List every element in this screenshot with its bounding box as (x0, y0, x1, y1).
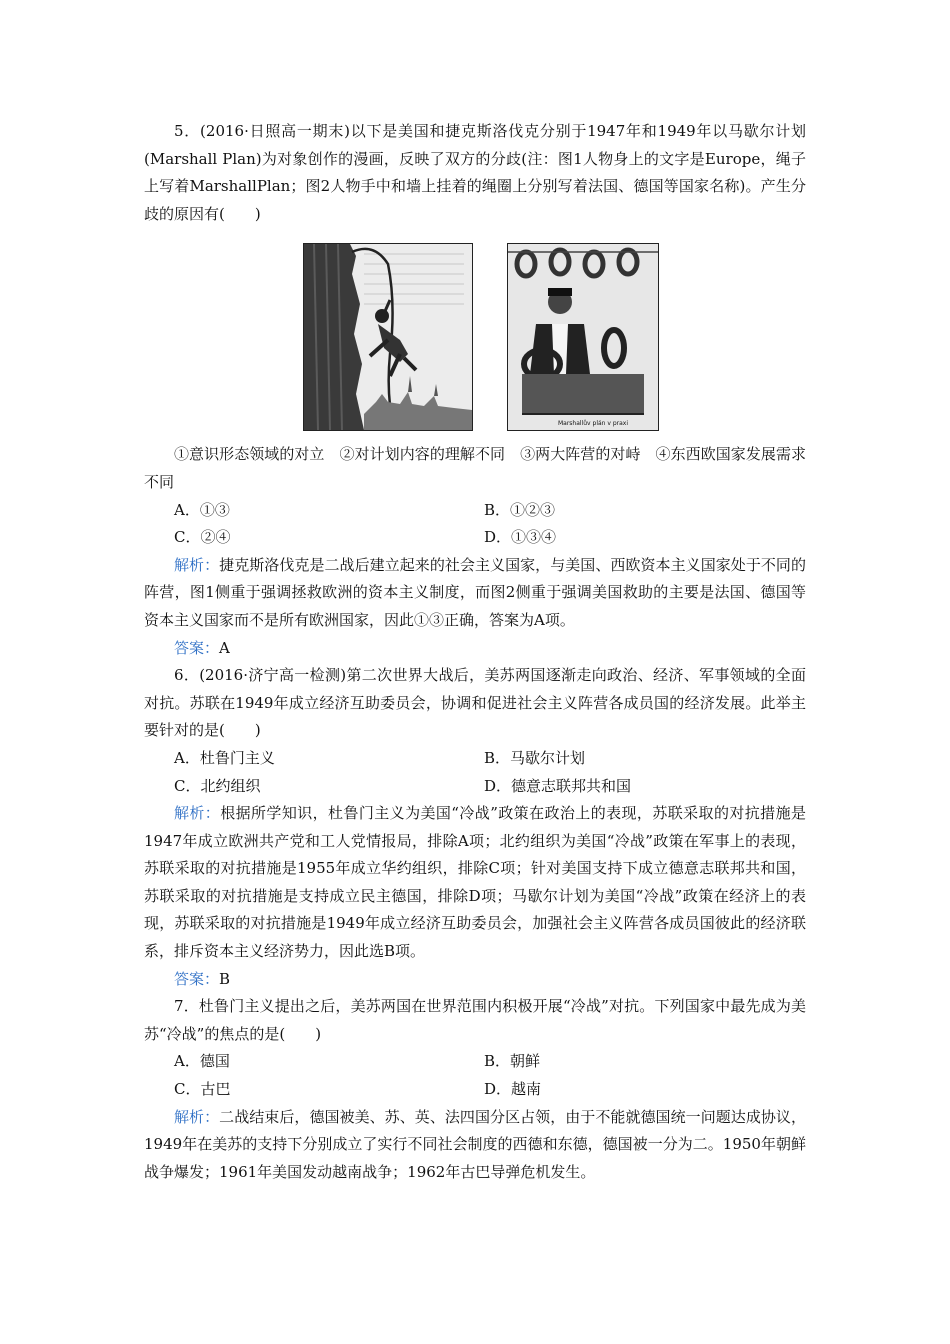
q7-option-d: D．越南 (484, 1080, 542, 1099)
q6-option-b: B．马歇尔计划 (484, 748, 586, 767)
document-body (144, 118, 806, 1186)
q7-stem: 7．杜鲁门主义提出之后，美苏两国在世界范围内积极开展“冷战”对抗。下列国家中最先成为美苏“冷战”的焦点的是( ) (144, 997, 806, 1043)
q6-answer (144, 966, 806, 994)
q5-analysis-text: 捷克斯洛伐克是二战后建立起来的社会主义国家，与美国、西欧资本主义国家处于不同的阵营，图1侧重于强调拯救欧洲的资本主义制度，而图2侧重于强调美国救助的主要是法国、德国等资本主义国家而不是所有欧洲国家，因此①③正确，答案为A项。 (144, 555, 806, 629)
q6-option-a: A．杜鲁门主义 (174, 748, 275, 767)
q7-option-b: B．朝鲜 (484, 1052, 541, 1071)
q5-cartoons (156, 243, 806, 431)
q5-analysis-label: 解析： (174, 555, 220, 574)
q5-option-c: C．②④ (174, 528, 231, 547)
cartoon-2-image (507, 243, 659, 431)
q5-stem: 5．(2016·日照高一期末)以下是美国和捷克斯洛伐克分别于1947年和1949年以马歇尔计划(Marshall Plan)为对象创作的漫画，反映了双方的分歧(注：图1人物身上的文字是Europe，绳子上写着MarshallPlan；图2人物手中和墙上挂着的绳圈上分别写着法国、德国等国家名称)。产生分歧的原因有( ) (144, 122, 806, 223)
q7-option-a: A．德国 (174, 1052, 230, 1071)
q6-answer-value: B (219, 969, 231, 988)
q7-option-c: C．古巴 (174, 1080, 231, 1099)
q6-analysis (144, 800, 806, 966)
q6-options-row-2 (144, 773, 806, 801)
q7-analysis-label: 解析： (174, 1107, 220, 1126)
q7-analysis-text: 二战结束后，德国被美、苏、英、法四国分区占领，由于不能就德国统一问题达成协议，1949年在美苏的支持下分别成立了实行不同社会制度的西德和东德，德国被一分为二。1950年朝鲜战争爆发；1961年美国发动越南战争；1962年古巴导弹危机发生。 (144, 1107, 806, 1181)
q5-option-d: D．①③④ (484, 528, 557, 547)
q6-stem: 6．(2016·济宁高一检测)第二次世界大战后，美苏两国逐渐走向政治、经济、军事领域的全面对抗。苏联在1949年成立经济互助委员会，协调和促进社会主义阵营各成员国的经济发展。此举主要针对的是( ) (144, 666, 806, 740)
q7-analysis (144, 1104, 806, 1187)
q5-option-b: B．①②③ (484, 500, 556, 519)
q5-answer-label: 答案： (174, 638, 220, 657)
q6-option-d: D．德意志联邦共和国 (484, 776, 632, 795)
q6-analysis-label: 解析： (174, 804, 221, 823)
q7-options-row-2 (144, 1076, 806, 1104)
q5-options-row-2 (144, 524, 806, 552)
q7-options-row-1 (144, 1048, 806, 1076)
q5-answer-value: A (219, 638, 230, 657)
q5-options-row-1 (144, 497, 806, 525)
cartoon-2-caption: Marshallův plán v praxi (557, 420, 628, 428)
q6-options-row-1 (144, 745, 806, 773)
q5-option-a: A．①③ (174, 500, 230, 519)
q6-option-c: C．北约组织 (174, 776, 261, 795)
cartoon-1-image (303, 243, 473, 431)
q5-statements: ①意识形态领域的对立 ②对计划内容的理解不同 ③两大阵营的对峙 ④东西欧国家发展需求不同 (144, 445, 806, 491)
q5-analysis (144, 552, 806, 635)
q6-analysis-text: 根据所学知识，杜鲁门主义为美国“冷战”政策在政治上的表现，苏联采取的对抗措施是1947年成立欧洲共产党和工人党情报局，排除A项；北约组织为美国“冷战”政策在军事上的表现，苏联采取的对抗措施是1955年成立华约组织，排除C项；针对美国支持下成立德意志联邦共和国，苏联采取的对抗措施是支持成立民主德国，排除D项；马歇尔计划为美国“冷战”政策在经济上的表现，苏联采取的对抗措施是1949年成立经济互助委员会，加强社会主义阵营各成员国彼此的经济联系，排斥资本主义经济势力，因此选B项。 (144, 804, 806, 961)
q6-answer-label: 答案： (174, 969, 220, 988)
q5-answer (144, 635, 806, 663)
